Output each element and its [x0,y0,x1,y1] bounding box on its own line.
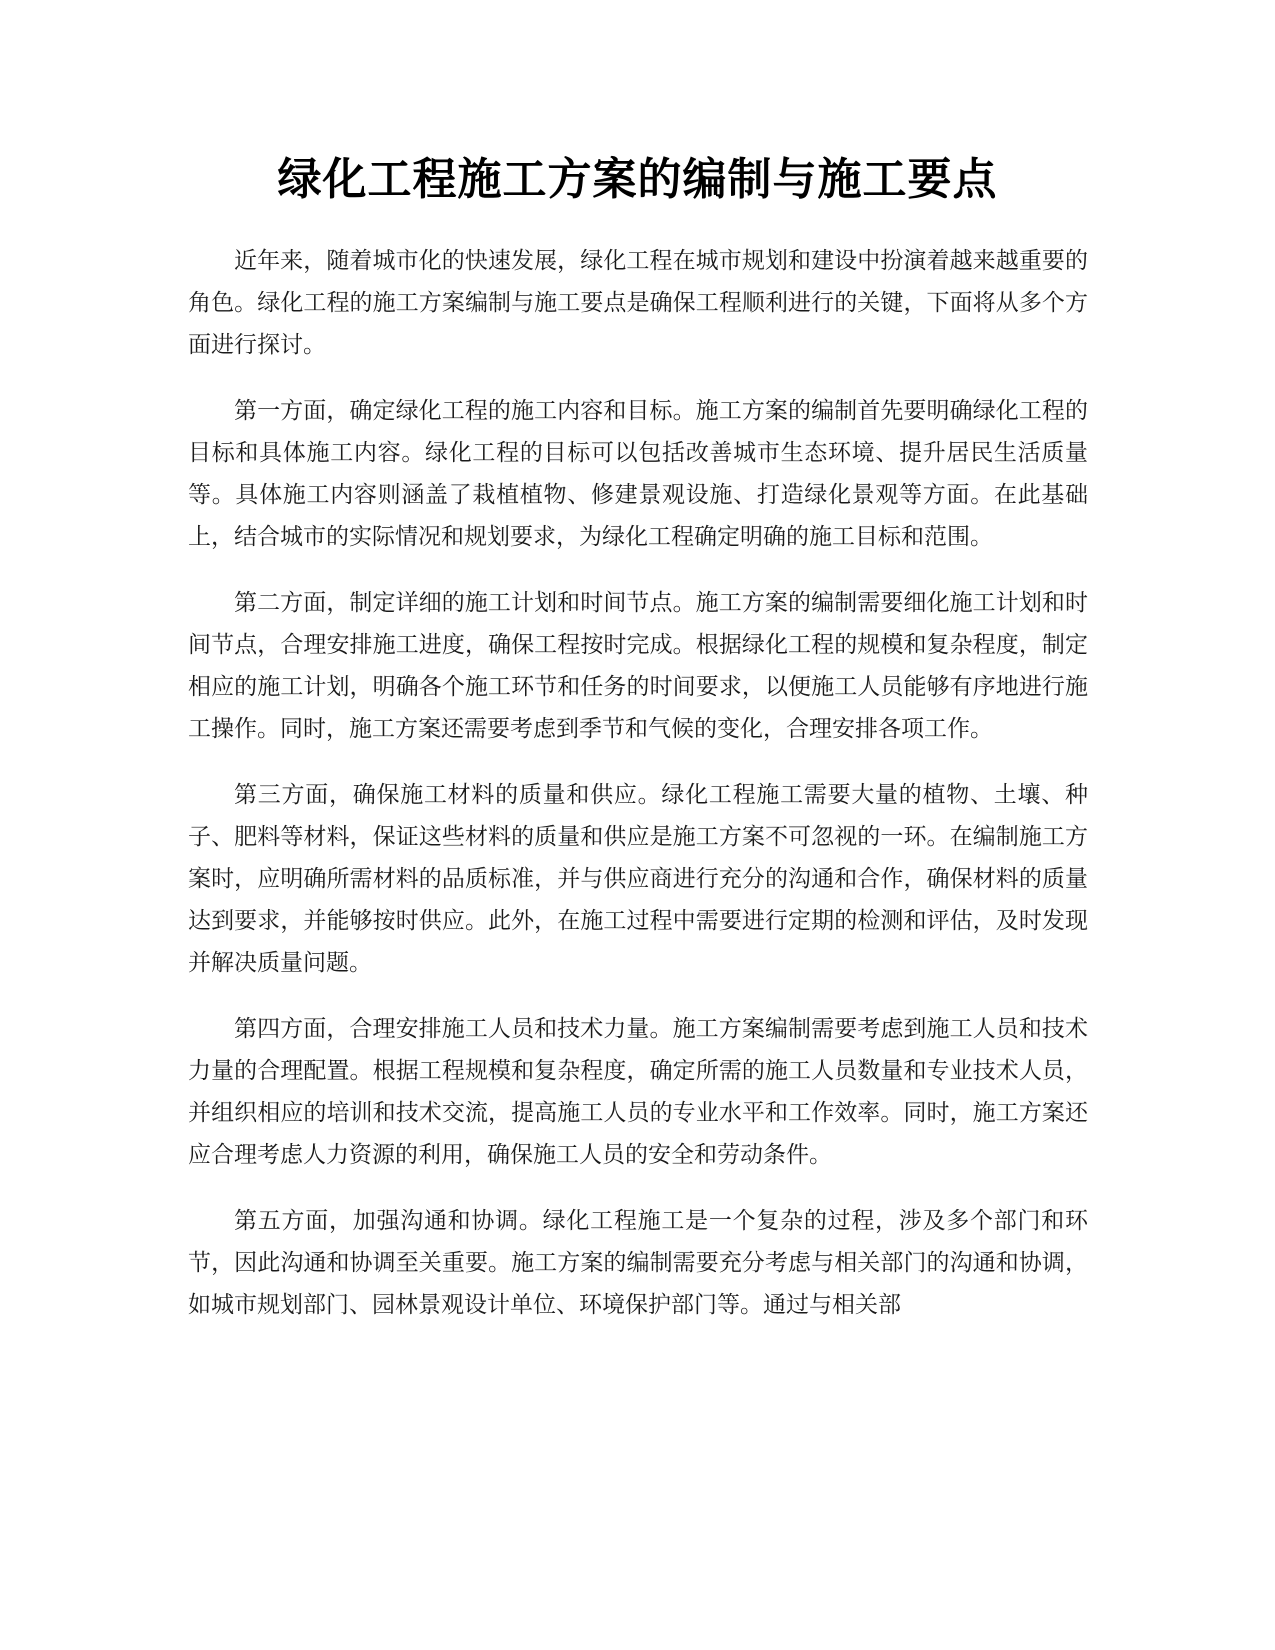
paragraph-third-aspect: 第三方面，确保施工材料的质量和供应。绿化工程施工需要大量的植物、土壤、种子、肥料等材料，保证这些材料的质量和供应是施工方案不可忽视的一环。在编制施工方案时，应明确所需材料的品质标准，并与供应商进行充分的沟通和合作，确保材料的质量达到要求，并能够按时供应。此外，在施工过程中需要进行定期的检测和评估，及时发现并解决质量问题。 [188,782,1088,976]
paragraph-fourth-aspect: 第四方面，合理安排施工人员和技术力量。施工方案编制需要考虑到施工人员和技术力量的合理配置。根据工程规模和复杂程度，确定所需的施工人员数量和专业技术人员，并组织相应的培训和技术交流，提高施工人员的专业水平和工作效率。同时，施工方案还应合理考虑人力资源的利用，确保施工人员的安全和劳动条件。 [188,1016,1088,1168]
document-title: 绿化工程施工方案的编制与施工要点 [277,154,998,205]
paragraph-fifth-aspect: 第五方面，加强沟通和协调。绿化工程施工是一个复杂的过程，涉及多个部门和环节，因此沟通和协调至关重要。施工方案的编制需要充分考虑与相关部门的沟通和协调，如城市规划部门、园林景观设计单位、环境保护部门等。通过与相关部 [188,1208,1088,1318]
paragraph-second-aspect: 第二方面，制定详细的施工计划和时间节点。施工方案的编制需要细化施工计划和时间节点，合理安排施工进度，确保工程按时完成。根据绿化工程的规模和复杂程度，制定相应的施工计划，明确各个施工环节和任务的时间要求，以便施工人员能够有序地进行施工操作。同时，施工方案还需要考虑到季节和气候的变化，合理安排各项工作。 [188,590,1088,742]
paragraph-intro: 近年来，随着城市化的快速发展，绿化工程在城市规划和建设中扮演着越来越重要的角色。绿化工程的施工方案编制与施工要点是确保工程顺利进行的关键，下面将从多个方面进行探讨。 [188,248,1088,358]
document-body [188,240,1088,1350]
paragraph-first-aspect: 第一方面，确定绿化工程的施工内容和目标。施工方案的编制首先要明确绿化工程的目标和具体施工内容。绿化工程的目标可以包括改善城市生态环境、提升居民生活质量等。具体施工内容则涵盖了栽植植物、修建景观设施、打造绿化景观等方面。在此基础上，结合城市的实际情况和规划要求，为绿化工程确定明确的施工目标和范围。 [188,398,1088,550]
